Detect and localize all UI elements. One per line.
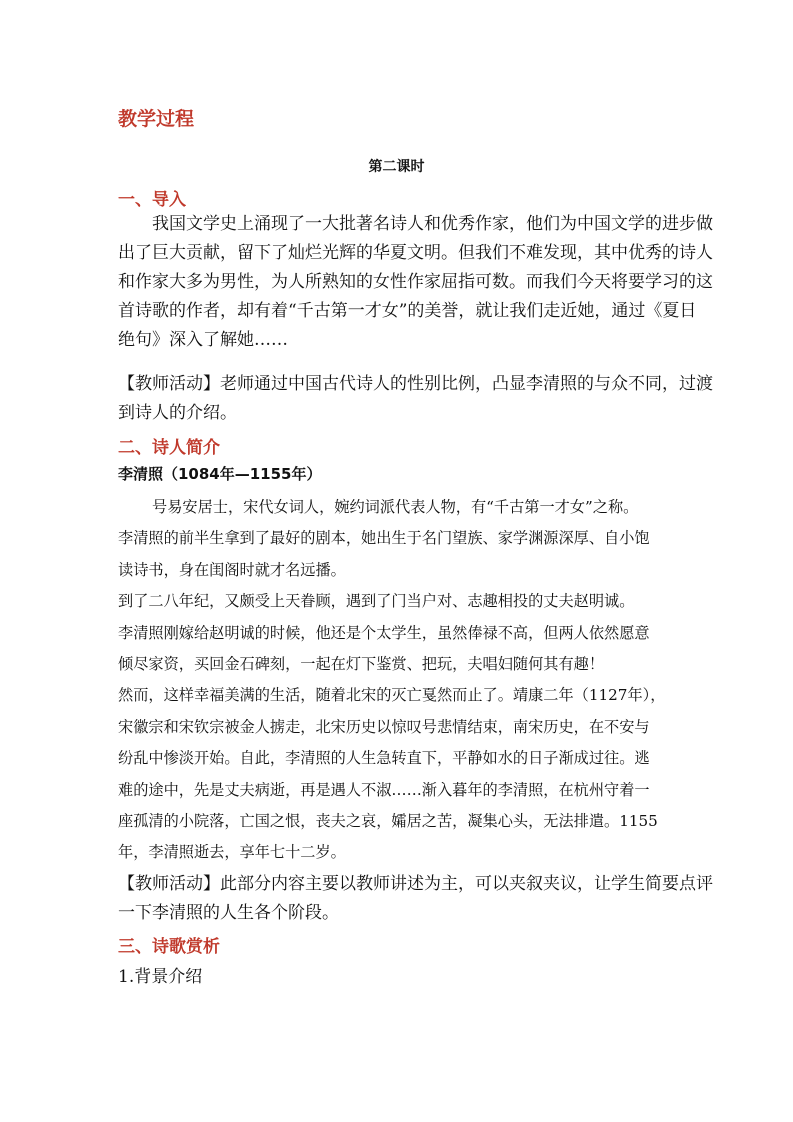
bio-line: 号易安居士，宋代女词人，婉约词派代表人物，有“千古第一才女”之称。 [152, 498, 639, 516]
activity-line: 【教师活动】此部分内容主要以教师讲述为主，可以夹叙夹议，让学生简要点评 [118, 874, 713, 894]
activity-line: 【教师活动】老师通过中国古代诗人的性别比例，凸显李清照的与众不同，过渡 [118, 374, 713, 394]
section-heading-analysis: 三、诗歌赏析 [118, 937, 220, 957]
section-heading-intro: 一、导入 [118, 190, 186, 210]
bio-line: 纷乱中惨淡开始。自此，李清照的人生急转直下，平静如水的日子渐成过往。逃 [118, 749, 650, 768]
teacher-activity-1 [118, 370, 713, 428]
intro-line: 首诗歌的作者，却有着“千古第一才女”的美誉，就让我们走近她，通过《夏日 [118, 301, 697, 321]
bio-line: 读诗书，身在闺阁时就才名远播。 [118, 560, 346, 579]
intro-line: 绝句》深入了解她…… [118, 330, 288, 350]
bio-line: 李清照刚嫁给赵明诚的时候，他还是个太学生，虽然俸禄不高，但两人依然愿意 [118, 623, 650, 642]
subsection-background: 1.背景介绍 [118, 967, 203, 987]
bio-line: 到了二八年纪，又颇受上天眷顾，遇到了门当户对、志趣相投的丈夫赵明诚。 [118, 592, 635, 611]
poet-biography [118, 492, 678, 869]
activity-line: 到诗人的介绍。 [118, 403, 237, 423]
bio-line: 李清照的前半生拿到了最好的剧本，她出生于名门望族、家学渊源深厚、自小饱 [118, 529, 650, 548]
bio-line: 倾尽家资，买回金石碑刻，一起在灯下鉴赏、把玩，夫唱妇随何其有趣！ [118, 654, 604, 673]
section-heading-poet: 二、诗人简介 [118, 438, 220, 458]
intro-line: 我国文学史上涌现了一大批著名诗人和优秀作家，他们为中国文学的进步做 [152, 214, 713, 234]
teacher-activity-2 [118, 870, 713, 928]
bio-line: 难的途中，先是丈夫病逝，再是遇人不淑……渐入暮年的李清照，在杭州守着一 [118, 780, 650, 799]
intro-line: 和作家大多为男性，为人所熟知的女性作家屈指可数。而我们今天将要学习的这 [118, 272, 713, 292]
bio-line: 宋徽宗和宋钦宗被金人掳走，北宋历史以惊叹号悲情结束，南宋历史，在不安与 [118, 717, 650, 736]
activity-line: 一下李清照的人生各个阶段。 [118, 903, 339, 923]
intro-paragraph [118, 210, 713, 355]
page-title: 教学过程 [118, 108, 195, 130]
intro-line: 出了巨大贡献，留下了灿烂光辉的华夏文明。但我们不难发现，其中优秀的诗人 [118, 243, 713, 263]
bio-line: 年，李清照逝去，享年七十二岁。 [118, 843, 346, 862]
lesson-label: 第二课时 [368, 159, 425, 175]
bio-line: 然而，这样幸福美满的生活，随着北宋的灭亡戛然而止了。靖康二年（1127年）， [118, 686, 666, 705]
poet-name: 李清照（1084年—1155年） [118, 465, 322, 483]
bio-line: 座孤清的小院落，亡国之恨，丧夫之哀，孀居之苦，凝集心头，无法排遣。1155 [118, 811, 658, 830]
